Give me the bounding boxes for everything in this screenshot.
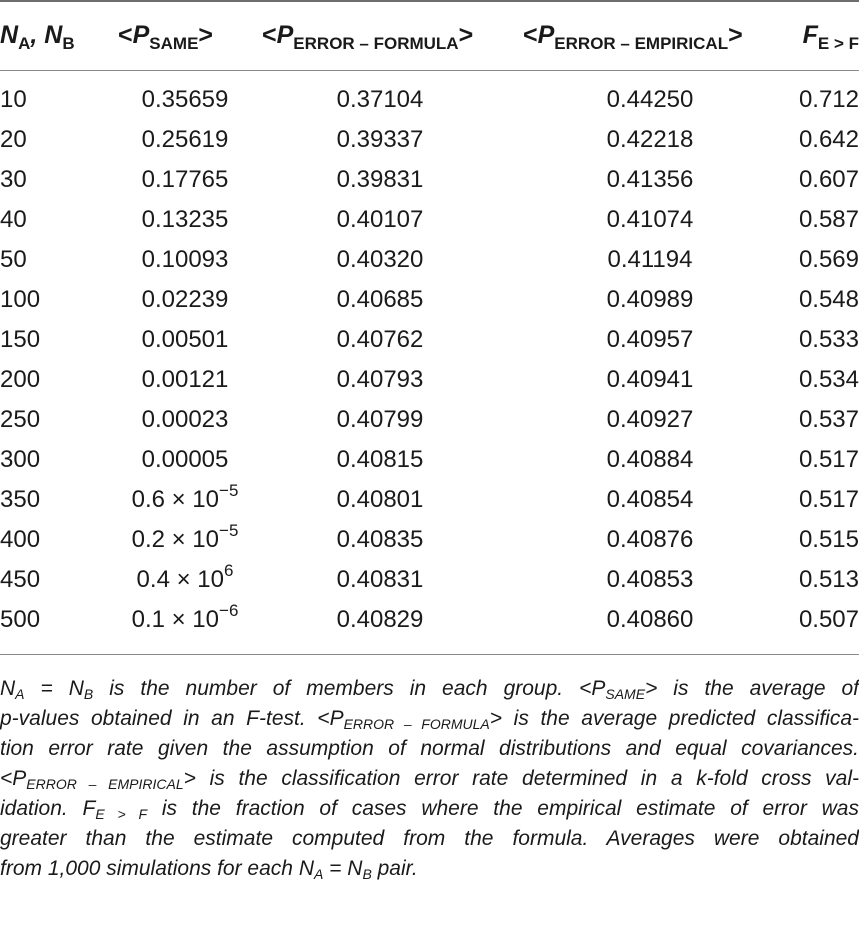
cell-p-empirical: 0.40854: [606, 486, 694, 513]
footnote-line: idation. $F_{E > F}$ is the fraction of cases where the empirical estimate of error was: [0, 797, 859, 822]
cell-n: 300: [0, 446, 41, 473]
cell-p-empirical: 0.42218: [606, 126, 694, 153]
cell-n: 400: [0, 526, 41, 553]
cell-p-formula: 0.40762: [336, 326, 424, 353]
cell-n: 10: [0, 86, 27, 113]
cell-p-empirical: 0.41356: [606, 166, 694, 193]
cell-p-same: 0.13235: [141, 206, 229, 233]
cell-p-empirical: 0.40989: [606, 286, 694, 313]
cell-n: 500: [0, 606, 41, 633]
cell-n: 50: [0, 246, 27, 273]
table-header: [0, 0, 859, 70]
table-row: [0, 360, 859, 400]
table-row: [0, 400, 859, 440]
cell-p-same: $0.2 \times 10^{-5}$: [131, 521, 239, 553]
cell-p-empirical: 0.40941: [606, 366, 694, 393]
header-f-e-gt-f: $F_{E > F}$: [802, 21, 859, 53]
cell-p-formula: 0.40107: [336, 206, 424, 233]
table-row: [0, 600, 859, 640]
cell-n: 350: [0, 486, 41, 513]
table-row: [0, 520, 859, 560]
cell-p-same: 0.00121: [141, 366, 229, 393]
cell-p-empirical: 0.40957: [606, 326, 694, 353]
table-bottom-rule: [0, 654, 859, 655]
table-row: [0, 80, 859, 120]
cell-p-empirical: 0.44250: [606, 86, 694, 113]
cell-f: 0.517: [798, 486, 859, 513]
cell-p-formula: 0.40835: [336, 526, 424, 553]
cell-p-same: $0.1 \times 10^{-6}$: [131, 601, 239, 633]
cell-n: 20: [0, 126, 27, 153]
cell-p-formula: 0.40801: [336, 486, 424, 513]
cell-f: 0.548: [798, 286, 859, 313]
cell-p-same: 0.00501: [141, 326, 229, 353]
cell-n: 30: [0, 166, 27, 193]
footnote-line: $N_A = N_B$ is the number of members in each group. $<P_{SAME}>$ is the average of: [0, 677, 859, 702]
cell-p-formula: 0.40799: [336, 406, 424, 433]
table-row: [0, 120, 859, 160]
cell-p-same: 0.10093: [141, 246, 229, 273]
cell-p-formula: 0.37104: [336, 86, 424, 113]
cell-p-formula: 0.39337: [336, 126, 424, 153]
cell-p-empirical: 0.40860: [606, 606, 694, 633]
cell-p-same: $0.4 \times 10^6$: [136, 561, 234, 593]
cell-p-formula: 0.40829: [336, 606, 424, 633]
cell-p-same: 0.02239: [141, 286, 229, 313]
cell-f: 0.569: [798, 246, 859, 273]
footnote-line: tion error rate given the assumption of normal distributions and equal covariances.: [0, 737, 859, 760]
cell-p-formula: 0.40815: [336, 446, 424, 473]
cell-n: 250: [0, 406, 41, 433]
cell-p-same: 0.17765: [141, 166, 229, 193]
footnote-line: greater than the estimate computed from the formula. Averages were obtained: [0, 827, 859, 850]
cell-f: 0.533: [798, 326, 859, 353]
table-body: [0, 80, 859, 640]
cell-p-formula: 0.40793: [336, 366, 424, 393]
cell-p-empirical: 0.40853: [606, 566, 694, 593]
cell-p-empirical: 0.40876: [606, 526, 694, 553]
cell-f: 0.513: [798, 566, 859, 593]
cell-f: 0.515: [798, 526, 859, 553]
cell-p-same: $0.6 \times 10^{-5}$: [131, 481, 239, 513]
table-row: [0, 440, 859, 480]
header-p-same: $<P_{SAME}>$: [118, 21, 214, 53]
cell-n: 150: [0, 326, 41, 353]
cell-p-empirical: 0.40884: [606, 446, 694, 473]
table-row: [0, 320, 859, 360]
cell-p-same: 0.00023: [141, 406, 229, 433]
cell-p-formula: 0.40685: [336, 286, 424, 313]
cell-p-same: 0.00005: [141, 446, 229, 473]
table-row: [0, 200, 859, 240]
footnote-line: p-values obtained in an F-test. $<P_{ERROR - FORMULA}>$ is the average predicted classifica-: [0, 707, 859, 732]
cell-f: 0.534: [798, 366, 859, 393]
cell-p-same: 0.25619: [141, 126, 229, 153]
cell-f: 0.642: [798, 126, 859, 153]
cell-f: 0.712: [798, 86, 859, 113]
cell-p-same: 0.35659: [141, 86, 229, 113]
cell-n: 200: [0, 366, 41, 393]
cell-n: 40: [0, 206, 27, 233]
cell-p-empirical: 0.41194: [607, 246, 693, 273]
table-row: [0, 480, 859, 520]
table-row: [0, 560, 859, 600]
header-p-error-formula: $<P_{ERROR - FORMULA}>$: [262, 21, 474, 53]
header-p-error-empirical: $<P_{ERROR - EMPIRICAL}>$: [523, 21, 743, 53]
cell-n: 100: [0, 286, 41, 313]
cell-f: 0.507: [798, 606, 859, 633]
cell-p-empirical: 0.40927: [606, 406, 694, 433]
header-rule: [0, 70, 859, 71]
footnote-line: from 1,000 simulations for each $N_A = N_B$ pair.: [0, 857, 418, 882]
cell-p-formula: 0.39831: [336, 166, 424, 193]
table-row: [0, 240, 859, 280]
cell-n: 450: [0, 566, 41, 593]
table-row: [0, 280, 859, 320]
table-footnote: [0, 674, 859, 884]
cell-f: 0.517: [798, 446, 859, 473]
cell-p-formula: 0.40831: [336, 566, 424, 593]
cell-f: 0.607: [798, 166, 859, 193]
header-n-a-n-b: $N_A$, $N_B$: [0, 21, 75, 53]
footnote-line: $<P_{ERROR - EMPIRICAL}>$ is the classification error rate determined in a k-fold cross val-: [0, 767, 859, 792]
cell-p-formula: 0.40320: [336, 246, 424, 273]
table-row: [0, 160, 859, 200]
cell-f: 0.587: [798, 206, 859, 233]
cell-f: 0.537: [798, 406, 859, 433]
cell-p-empirical: 0.41074: [606, 206, 694, 233]
